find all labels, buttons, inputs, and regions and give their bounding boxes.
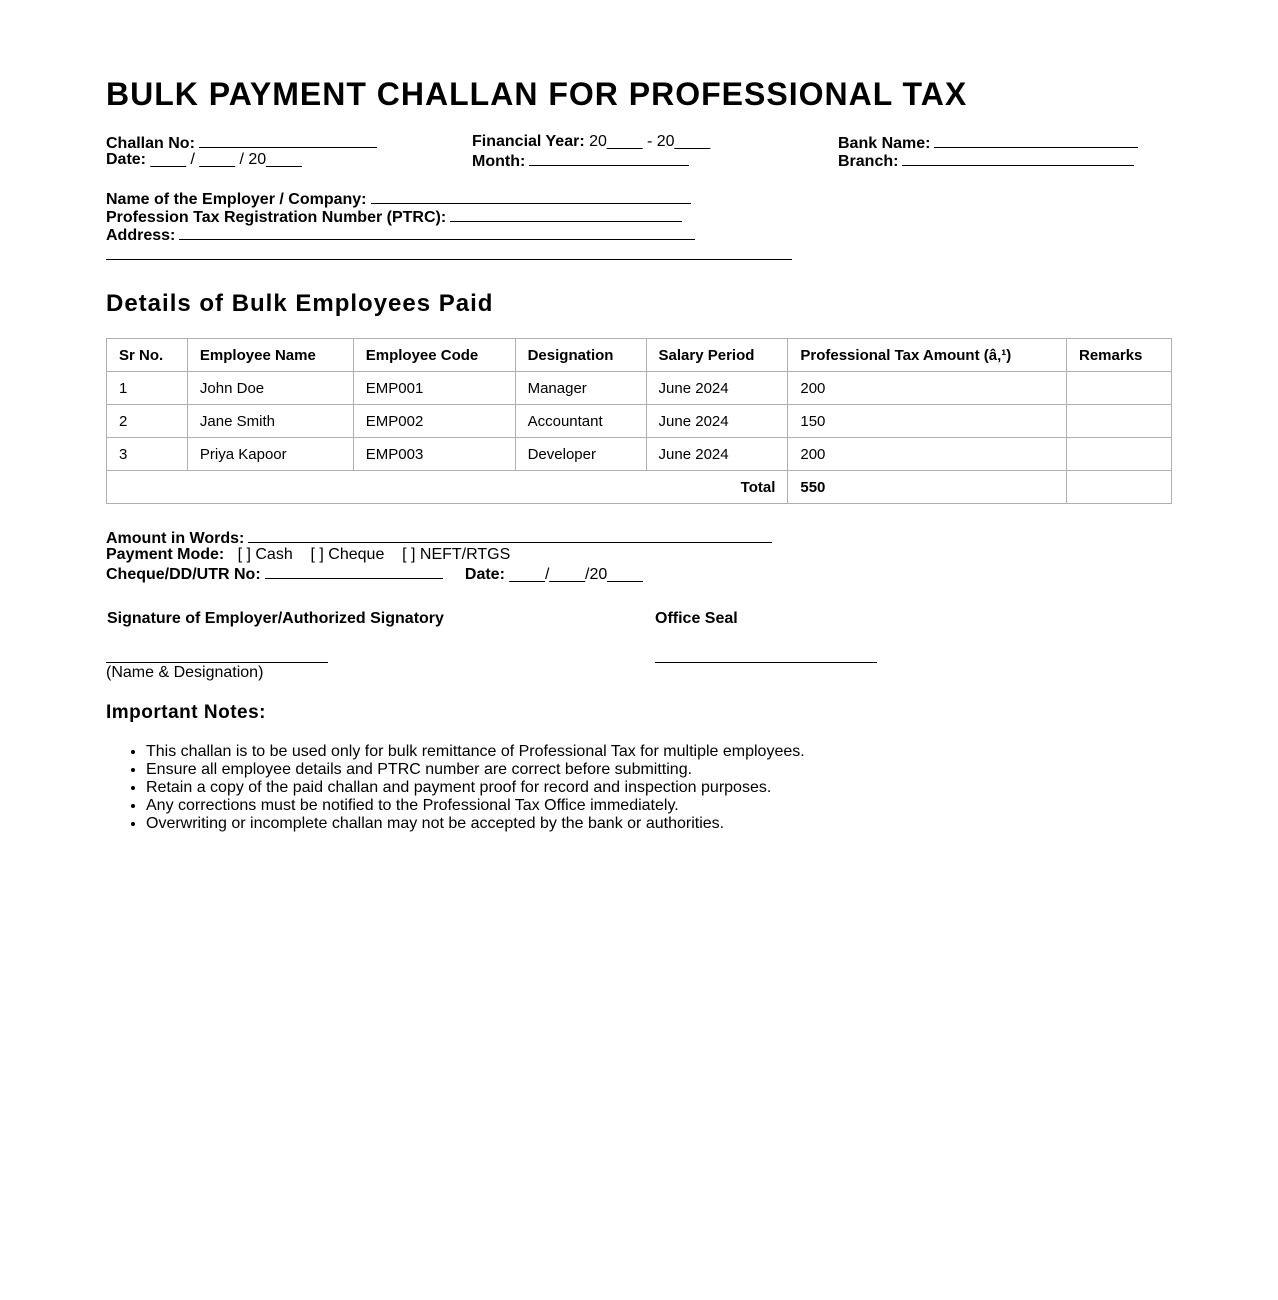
branch-field [838,151,1134,171]
payment-mode-field [106,546,510,564]
address-blank[interactable] [179,225,695,240]
ptrc-label: Profession Tax Registration Number (PTRC): [106,209,447,226]
column-header: Sr No. [107,339,188,372]
total-label: Total [107,471,788,504]
column-header: Employee Code [353,339,515,372]
employer-name-field [106,189,691,209]
challan-no-label: Challan No: [106,135,195,152]
cell-designation: Accountant [515,405,646,438]
challan-no-field [106,133,377,153]
table-header-row [107,339,1172,372]
column-header: Employee Name [187,339,353,372]
employees-table [106,338,1172,504]
cheque-no-label: Cheque/DD/UTR No: [106,566,261,583]
bank-name-field [838,133,1138,153]
date-value[interactable]: ____ / ____ / 20____ [150,151,302,168]
challan-no-blank[interactable] [199,133,377,148]
office-seal-label: Office Seal [655,610,738,627]
cheque-date-value[interactable]: ____/____/20____ [509,566,643,583]
cell-period: June 2024 [646,372,788,405]
list-item: • Any corrections must be notified to the Professional Tax Office immediately. [146,797,805,815]
employer-name-blank[interactable] [371,189,691,204]
payment-mode-options[interactable]: [ ] Cash [ ] Cheque [ ] NEFT/RTGS [237,546,511,563]
amount-words-label: Amount in Words: [106,530,245,547]
cell-amount: 200 [788,372,1067,405]
cell-sr: 3 [107,438,188,471]
cell-designation: Developer [515,438,646,471]
list-item: • This challan is to be used only for bulk remittance of Professional Tax for multiple employees. [146,743,805,761]
signatory-line[interactable] [106,662,328,663]
column-header: Professional Tax Amount (â‚¹) [788,339,1067,372]
financial-year-field [472,133,710,151]
month-blank[interactable] [529,151,689,166]
cell-period: June 2024 [646,405,788,438]
cell-remarks[interactable] [1067,438,1172,471]
cell-sr: 2 [107,405,188,438]
cell-amount: 200 [788,438,1067,471]
cell-period: June 2024 [646,438,788,471]
ptrc-field [106,207,682,227]
cell-remarks[interactable] [1067,405,1172,438]
date-field [106,151,302,169]
cell-name: Jane Smith [187,405,353,438]
name-designation-label: (Name & Designation) [106,664,264,681]
column-header: Remarks [1067,339,1172,372]
month-field [472,151,689,171]
document-title: BULK PAYMENT CHALLAN FOR PROFESSIONAL TAX [106,76,968,112]
employer-name-label: Name of the Employer / Company: [106,191,367,208]
cell-name: Priya Kapoor [187,438,353,471]
cell-name: John Doe [187,372,353,405]
bank-name-label: Bank Name: [838,135,931,152]
ptrc-blank[interactable] [450,207,682,222]
payment-mode-label: Payment Mode: [106,546,225,563]
cell-designation: Manager [515,372,646,405]
column-header: Salary Period [646,339,788,372]
notes-title: Important Notes: [106,702,266,723]
notes-list [106,743,805,833]
branch-blank[interactable] [902,151,1134,166]
financial-year-value[interactable]: 20____ - 20____ [589,133,711,150]
month-label: Month: [472,153,526,170]
cell-code: EMP002 [353,405,515,438]
table-row [107,405,1172,438]
total-value: 550 [788,471,1067,504]
list-item: • Retain a copy of the paid challan and payment proof for record and inspection purposes. [146,779,805,797]
cell-remarks[interactable] [1067,372,1172,405]
list-item: • Overwriting or incomplete challan may not be accepted by the bank or authorities. [146,815,805,833]
amount-words-blank[interactable] [248,528,772,543]
total-remarks[interactable] [1067,471,1172,504]
cell-amount: 150 [788,405,1067,438]
table-row [107,372,1172,405]
cheque-no-field [106,564,643,584]
signatory-label: Signature of Employer/Authorized Signatory [107,610,444,627]
table-total-row [107,471,1172,504]
branch-label: Branch: [838,153,899,170]
cell-sr: 1 [107,372,188,405]
cheque-date-label: Date: [464,566,505,583]
section-title: Details of Bulk Employees Paid [106,290,494,317]
address-field [106,225,695,245]
cheque-no-blank[interactable] [265,564,443,579]
list-item: • Ensure all employee details and PTRC number are correct before submitting. [146,761,805,779]
financial-year-label: Financial Year: [472,133,585,150]
cell-code: EMP001 [353,372,515,405]
address-second-line[interactable] [106,259,792,260]
column-header: Designation [515,339,646,372]
date-label: Date: [106,151,147,168]
office-seal-line[interactable] [655,662,877,663]
address-label: Address: [106,227,176,244]
table-row [107,438,1172,471]
bank-name-blank[interactable] [934,133,1138,148]
cell-code: EMP003 [353,438,515,471]
amount-words-field [106,528,772,548]
